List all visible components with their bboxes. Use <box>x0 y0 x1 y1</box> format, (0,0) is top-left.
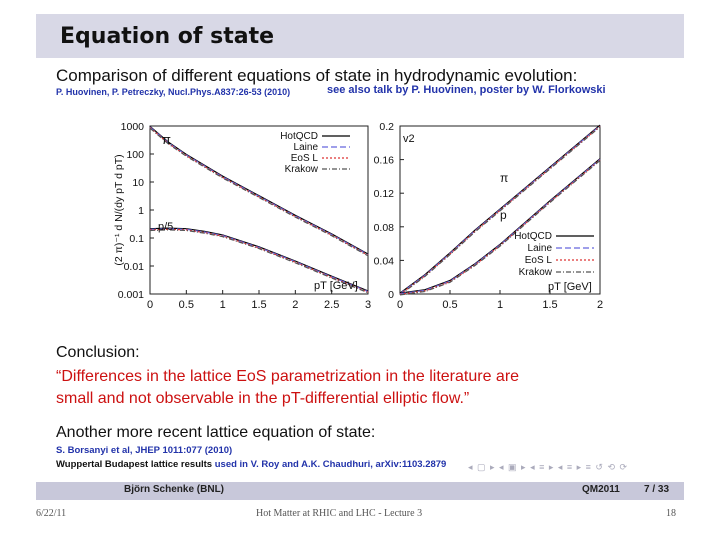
x-axis-label: pT [GeV] <box>548 281 592 293</box>
y-tick-label: 0.001 <box>117 289 144 301</box>
y-tick-label: 1 <box>138 205 144 217</box>
legend-label: EoS L <box>290 153 318 164</box>
legend-label: HotQCD <box>514 231 552 242</box>
beamer-nav-icons[interactable]: ◂ ▢ ▸ ◂ ▣ ▸ ◂ ≡ ▸ ◂ ≡ ▸ ≡ ↺ ⟲ ⟳ <box>468 462 629 472</box>
y-tick-label: 0.04 <box>373 255 394 268</box>
footer-bar <box>36 482 684 500</box>
page-date: 6/22/11 <box>36 508 67 519</box>
annotation-proton: p/5 <box>158 221 174 233</box>
annotation-pi: π <box>500 171 509 185</box>
annotation-proton: p <box>500 208 507 222</box>
y-tick-label: 0.1 <box>129 233 144 245</box>
legend-label: Krakow <box>284 164 318 175</box>
legend-label: Laine <box>527 243 552 254</box>
y-tick-label: 10 <box>132 177 144 189</box>
x-tick-label: 1 <box>219 299 226 311</box>
quote-line-2: small and not observable in the pT-differential elliptic flow.” <box>56 390 470 407</box>
y-tick-label: 0 <box>388 289 394 301</box>
y-tick-label: 0.08 <box>373 221 394 234</box>
x-tick-label: 0 <box>146 299 154 311</box>
page-number: 18 <box>666 508 676 519</box>
x-tick-label: 1.5 <box>542 299 558 311</box>
x-tick-label: 2 <box>596 299 604 311</box>
reference-wuppertal <box>56 459 446 470</box>
plots-svg <box>100 114 620 336</box>
x-tick-label: 1 <box>496 299 504 311</box>
y-tick-label: 0.2 <box>379 121 394 133</box>
reference-talk: see also talk by P. Huovinen, poster by W. Florkowski <box>327 84 606 96</box>
y-tick-label: 0.01 <box>123 261 144 273</box>
footer-page: 7 / 33 <box>644 484 670 495</box>
subtitle: Comparison of different equations of state in hydrodynamic evolution: <box>56 66 578 85</box>
title-bar <box>36 14 684 58</box>
y-axis-label: v2 <box>403 133 415 145</box>
x-tick-label: 2 <box>292 299 299 311</box>
legend-label: EoS L <box>524 255 552 266</box>
footer-conference: QM2011 <box>582 484 620 495</box>
y-axis-label: (2 π)⁻¹ d N/(dy pT d pT) <box>113 154 125 266</box>
another-heading: Another more recent lattice equation of state: <box>56 424 376 441</box>
series-line-1-hotqcd <box>150 126 368 254</box>
y-tick-label: 0.16 <box>373 154 394 167</box>
x-tick-label: 3 <box>364 299 372 311</box>
x-tick-label: 0.5 <box>178 299 194 311</box>
legend-label: Laine <box>293 142 318 153</box>
x-tick-label: 0 <box>396 299 404 311</box>
y-tick-label: 100 <box>126 149 144 161</box>
y-tick-label: 1000 <box>120 121 144 133</box>
x-axis-label: pT [GeV] <box>314 280 358 292</box>
legend-label: HotQCD <box>280 131 318 142</box>
x-tick-label: 0.5 <box>442 299 458 311</box>
reference-huovinen: P. Huovinen, P. Petreczky, Nucl.Phys.A837:26-53 (2010) <box>56 87 291 97</box>
y-tick-label: 0.12 <box>373 188 394 201</box>
wuppertal-text: Wuppertal Budapest lattice results <box>56 459 213 470</box>
x-tick-label: 2.5 <box>324 299 340 311</box>
quote-line-1: “Differences in the lattice EoS parametrization in the literature are <box>56 368 520 385</box>
reference-borsanyi: S. Borsanyi et al, JHEP 1011:077 (2010) <box>56 445 233 456</box>
conclusion-heading: Conclusion: <box>56 344 140 361</box>
plots <box>100 114 620 341</box>
plot-frame <box>150 126 368 294</box>
footer-author: Björn Schenke (BNL) <box>124 484 225 495</box>
x-tick-label: 1.5 <box>251 299 267 311</box>
slide-title: Equation of state <box>60 24 275 49</box>
page-lecture: Hot Matter at RHIC and LHC - Lecture 3 <box>256 508 423 519</box>
legend-label: Krakow <box>518 267 552 278</box>
annotation-pi: π <box>162 132 171 147</box>
slide <box>36 14 684 500</box>
roy-text: used in V. Roy and A.K. Chaudhuri, arXiv:1103.2879 <box>212 459 447 470</box>
